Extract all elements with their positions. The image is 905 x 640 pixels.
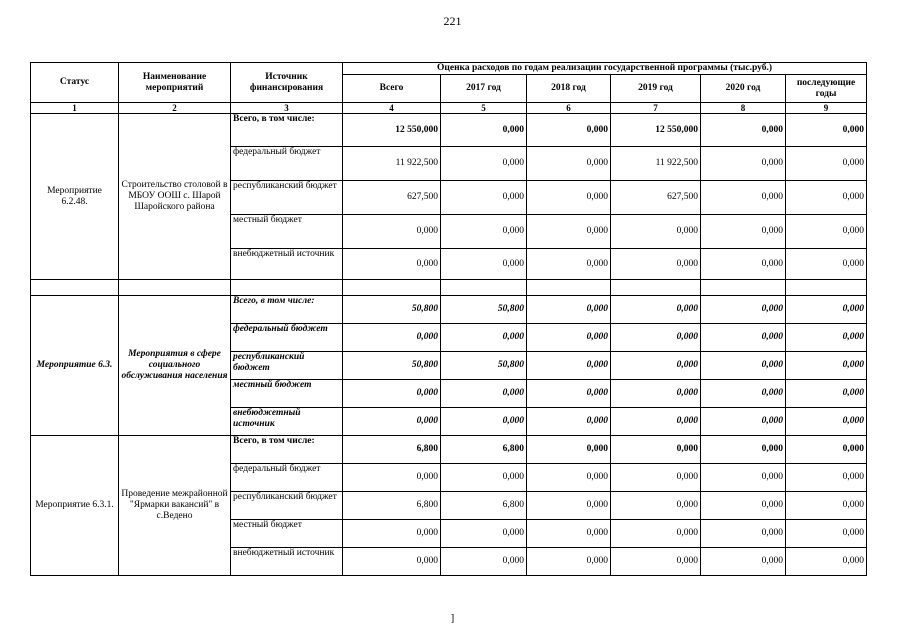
amount-cell: 0,000 <box>786 296 867 324</box>
column-number: 1 <box>31 103 119 114</box>
amount-cell: 0,000 <box>701 249 786 280</box>
funding-source-cell: республиканский бюджет <box>231 352 343 380</box>
empty-cell <box>231 280 343 296</box>
amount-cell: 0,000 <box>441 380 527 408</box>
amount-cell: 0,000 <box>786 114 867 147</box>
funding-source-cell: внебюджетный источник <box>231 548 343 576</box>
amount-cell: 0,000 <box>701 114 786 147</box>
amount-cell: 0,000 <box>343 215 441 249</box>
funding-source-cell: Всего, в том числе: <box>231 436 343 464</box>
amount-cell: 0,000 <box>441 464 527 492</box>
amount-cell: 0,000 <box>441 408 527 436</box>
amount-cell: 50,800 <box>441 352 527 380</box>
amount-cell: 0,000 <box>701 436 786 464</box>
empty-cell <box>786 280 867 296</box>
amount-cell: 627,500 <box>343 181 441 215</box>
empty-cell <box>701 280 786 296</box>
column-number: 4 <box>343 103 441 114</box>
amount-cell: 0,000 <box>343 408 441 436</box>
header-status: Статус <box>31 63 119 103</box>
amount-cell: 11 922,500 <box>343 147 441 181</box>
amount-cell: 0,000 <box>527 352 611 380</box>
amount-cell: 6,800 <box>441 436 527 464</box>
funding-source-cell: федеральный бюджет <box>231 324 343 352</box>
empty-cell <box>527 280 611 296</box>
amount-cell: 0,000 <box>527 408 611 436</box>
amount-cell: 0,000 <box>441 114 527 147</box>
funding-source-cell: республиканский бюджет <box>231 181 343 215</box>
header-total: Всего <box>343 75 441 103</box>
funding-source-cell: местный бюджет <box>231 380 343 408</box>
amount-cell: 0,000 <box>527 114 611 147</box>
funding-source-cell: местный бюджет <box>231 520 343 548</box>
amount-cell: 0,000 <box>786 324 867 352</box>
status-cell: Мероприятие 6.3.1. <box>31 436 119 576</box>
header-2019: 2019 год <box>611 75 701 103</box>
amount-cell: 0,000 <box>343 249 441 280</box>
header-group: Оценка расходов по годам реализации государственной программы (тыс.руб.) <box>343 63 867 75</box>
column-number-row <box>31 103 867 114</box>
amount-cell: 0,000 <box>343 324 441 352</box>
amount-cell: 0,000 <box>441 520 527 548</box>
column-number: 5 <box>441 103 527 114</box>
amount-cell: 0,000 <box>701 408 786 436</box>
header-name: Наименование мероприятий <box>119 63 231 103</box>
column-number: 2 <box>119 103 231 114</box>
amount-cell: 0,000 <box>786 215 867 249</box>
amount-cell: 0,000 <box>611 548 701 576</box>
amount-cell: 0,000 <box>701 548 786 576</box>
amount-cell: 0,000 <box>701 520 786 548</box>
amount-cell: 0,000 <box>786 352 867 380</box>
amount-cell: 0,000 <box>611 520 701 548</box>
amount-cell: 0,000 <box>701 296 786 324</box>
budget-table <box>30 62 867 576</box>
amount-cell: 0,000 <box>441 548 527 576</box>
empty-cell <box>611 280 701 296</box>
table-row <box>31 296 867 324</box>
amount-cell: 0,000 <box>441 215 527 249</box>
header-later: последующие годы <box>786 75 867 103</box>
amount-cell: 0,000 <box>701 215 786 249</box>
empty-cell <box>441 280 527 296</box>
amount-cell: 0,000 <box>527 324 611 352</box>
column-number: 8 <box>701 103 786 114</box>
amount-cell: 0,000 <box>611 249 701 280</box>
amount-cell: 12 550,000 <box>343 114 441 147</box>
amount-cell: 0,000 <box>343 464 441 492</box>
empty-cell <box>31 280 119 296</box>
header-2020: 2020 год <box>701 75 786 103</box>
funding-source-cell: республиканский бюджет <box>231 492 343 520</box>
amount-cell: 0,000 <box>701 147 786 181</box>
amount-cell: 0,000 <box>701 324 786 352</box>
funding-source-cell: Всего, в том числе: <box>231 114 343 147</box>
amount-cell: 50,800 <box>343 296 441 324</box>
amount-cell: 0,000 <box>786 436 867 464</box>
amount-cell: 0,000 <box>527 436 611 464</box>
funding-source-cell: внебюджетный источник <box>231 249 343 280</box>
amount-cell: 0,000 <box>611 408 701 436</box>
amount-cell: 50,800 <box>441 296 527 324</box>
measure-name-cell: Проведение межрайонной "Ярмарки вакансий" в с.Ведено <box>119 436 231 576</box>
amount-cell: 0,000 <box>786 380 867 408</box>
amount-cell: 0,000 <box>527 520 611 548</box>
amount-cell: 0,000 <box>611 464 701 492</box>
page-number: 221 <box>443 14 462 28</box>
header-2018: 2018 год <box>527 75 611 103</box>
status-cell: Мероприятие 6.3. <box>31 296 119 436</box>
column-number: 7 <box>611 103 701 114</box>
funding-source-cell: местный бюджет <box>231 215 343 249</box>
funding-source-cell: федеральный бюджет <box>231 147 343 181</box>
amount-cell: 0,000 <box>611 296 701 324</box>
amount-cell: 0,000 <box>527 380 611 408</box>
amount-cell: 0,000 <box>441 147 527 181</box>
amount-cell: 0,000 <box>611 436 701 464</box>
amount-cell: 0,000 <box>786 548 867 576</box>
amount-cell: 11 922,500 <box>611 147 701 181</box>
table-row <box>31 436 867 464</box>
amount-cell: 0,000 <box>527 147 611 181</box>
amount-cell: 6,800 <box>343 492 441 520</box>
separator-row <box>31 280 867 296</box>
amount-cell: 0,000 <box>701 464 786 492</box>
column-number: 3 <box>231 103 343 114</box>
measure-name-cell: Строительство столовой в МБОУ ООШ с. Шарой Шаройского района <box>119 114 231 280</box>
amount-cell: 0,000 <box>701 352 786 380</box>
funding-source-cell: Всего, в том числе: <box>231 296 343 324</box>
amount-cell: 0,000 <box>701 380 786 408</box>
amount-cell: 0,000 <box>786 147 867 181</box>
amount-cell: 0,000 <box>527 181 611 215</box>
amount-cell: 6,800 <box>441 492 527 520</box>
amount-cell: 0,000 <box>343 520 441 548</box>
amount-cell: 0,000 <box>786 464 867 492</box>
amount-cell: 0,000 <box>527 249 611 280</box>
amount-cell: 0,000 <box>611 215 701 249</box>
empty-cell <box>343 280 441 296</box>
amount-cell: 0,000 <box>527 464 611 492</box>
amount-cell: 0,000 <box>441 249 527 280</box>
amount-cell: 0,000 <box>343 380 441 408</box>
amount-cell: 50,800 <box>343 352 441 380</box>
amount-cell: 0,000 <box>611 352 701 380</box>
amount-cell: 0,000 <box>611 492 701 520</box>
amount-cell: 0,000 <box>441 181 527 215</box>
amount-cell: 6,800 <box>343 436 441 464</box>
amount-cell: 0,000 <box>527 492 611 520</box>
amount-cell: 0,000 <box>527 548 611 576</box>
table-row <box>31 114 867 147</box>
amount-cell: 0,000 <box>786 408 867 436</box>
amount-cell: 12 550,000 <box>611 114 701 147</box>
amount-cell: 0,000 <box>611 324 701 352</box>
amount-cell: 0,000 <box>786 249 867 280</box>
amount-cell: 0,000 <box>527 215 611 249</box>
status-cell: Мероприятие 6.2.48. <box>31 114 119 280</box>
amount-cell: 0,000 <box>786 492 867 520</box>
empty-cell <box>119 280 231 296</box>
header-2017: 2017 год <box>441 75 527 103</box>
footer-mark: ] <box>450 612 455 624</box>
column-number: 6 <box>527 103 611 114</box>
amount-cell: 627,500 <box>611 181 701 215</box>
amount-cell: 0,000 <box>701 181 786 215</box>
measure-name-cell: Мероприятия в сфере социального обслуживания населения <box>119 296 231 436</box>
amount-cell: 0,000 <box>441 324 527 352</box>
amount-cell: 0,000 <box>343 548 441 576</box>
funding-source-cell: внебюджетный источник <box>231 408 343 436</box>
funding-source-cell: федеральный бюджет <box>231 464 343 492</box>
amount-cell: 0,000 <box>611 380 701 408</box>
amount-cell: 0,000 <box>701 492 786 520</box>
amount-cell: 0,000 <box>527 296 611 324</box>
column-number: 9 <box>786 103 867 114</box>
amount-cell: 0,000 <box>786 181 867 215</box>
header-source: Источник финансирования <box>231 63 343 103</box>
amount-cell: 0,000 <box>786 520 867 548</box>
